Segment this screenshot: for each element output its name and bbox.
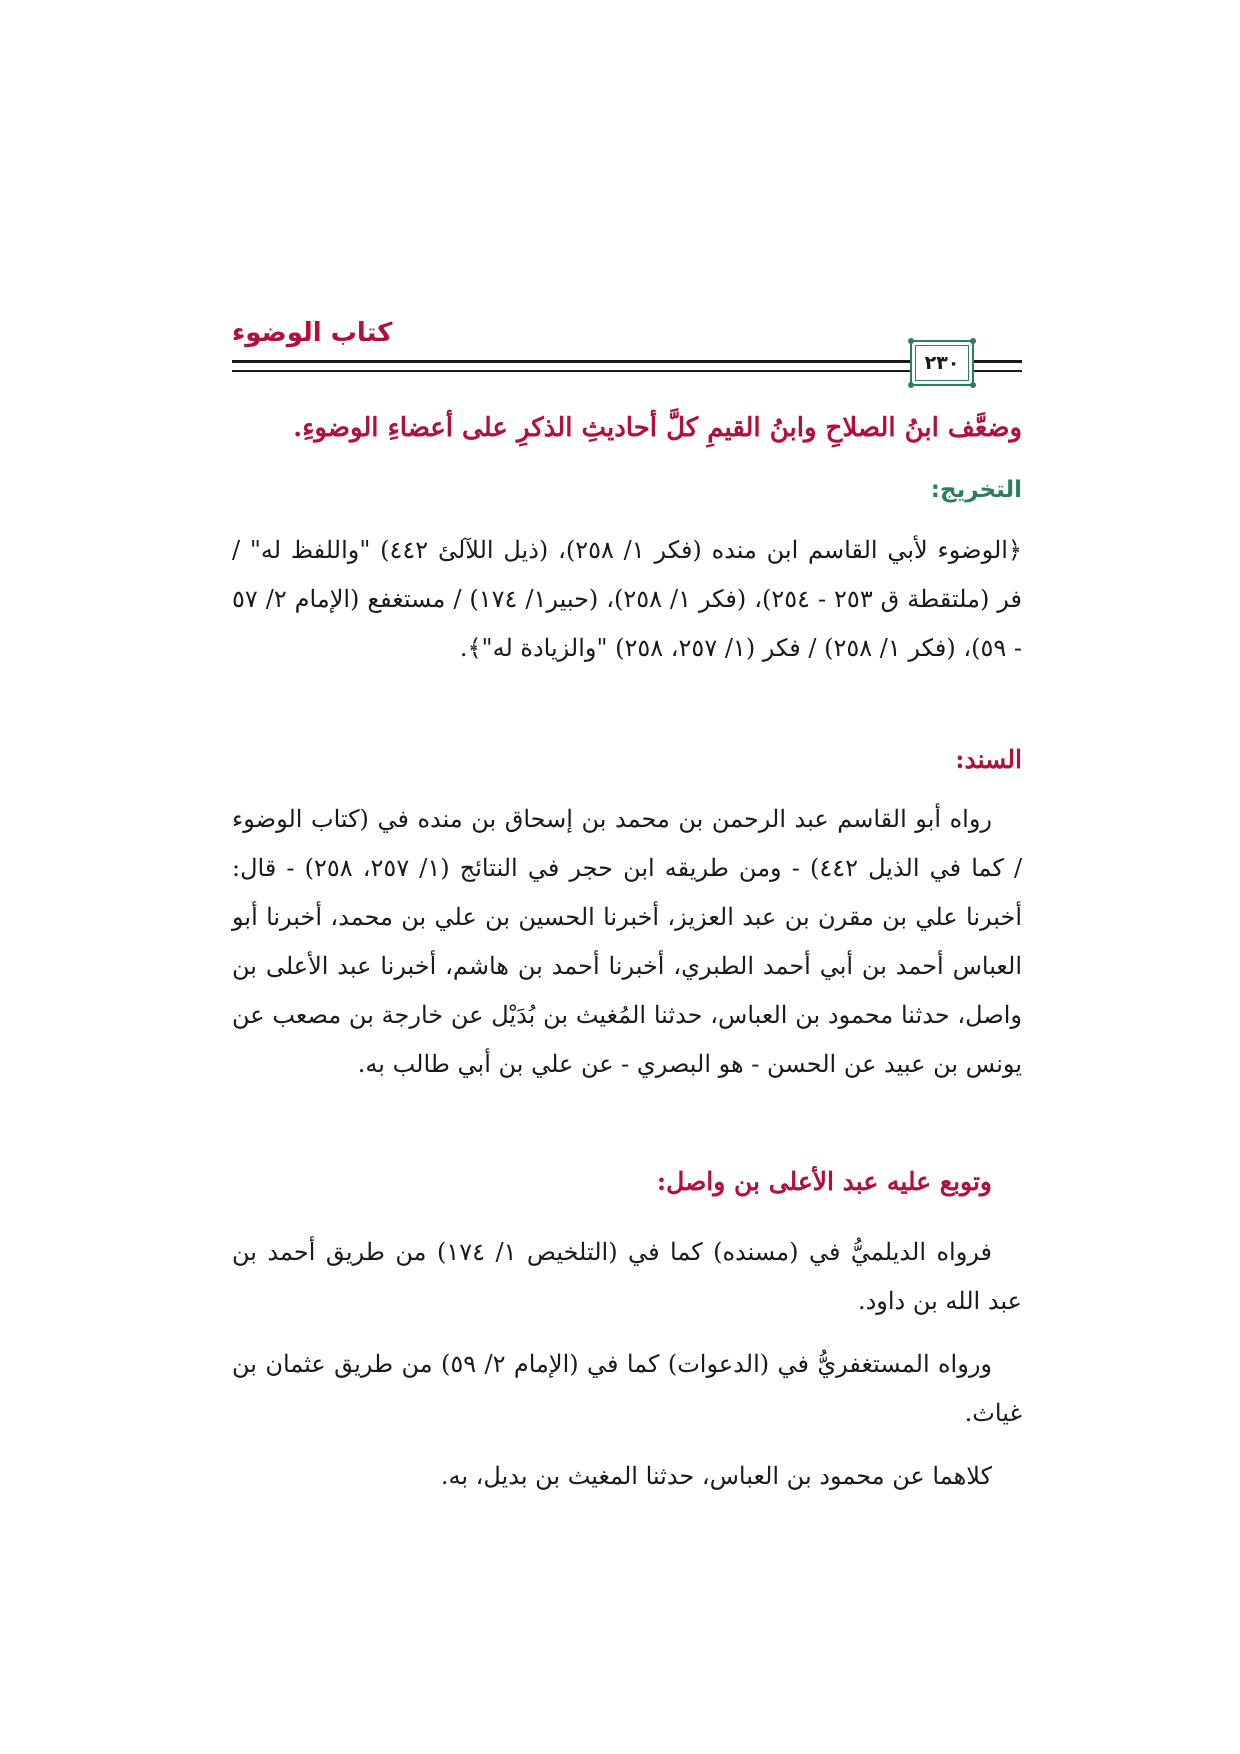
mutaba-heading: وتوبع عليه عبد الأعلى بن واصل: — [656, 1167, 992, 1196]
sanad-heading: السند: — [955, 745, 1022, 774]
takhrij-heading: التخريج: — [930, 477, 1022, 503]
badge-ornament — [970, 338, 976, 344]
header-rule-top — [232, 360, 1022, 363]
page-number-badge — [910, 340, 974, 386]
daylami-paragraph: فرواه الديلميُّ في (مسنده) كما في (التلخيص ١/ ١٧٤) من طريق أحمد بن عبد الله بن داود. — [232, 1238, 1022, 1315]
mustaghfiri-paragraph: ورواه المستغفريُّ في (الدعوات) كما في (الإمام ٢/ ٥٩) من طريق عثمان بن غياث. — [232, 1350, 1022, 1427]
sanad-paragraph: رواه أبو القاسم عبد الرحمن بن محمد بن إسحاق بن منده في (كتاب الوضوء / كما في الذيل ٤٤٢) - ومن طريقه ابن حجر في النتائج (١/ ٢٥٧، ٢٥٨) - قال: أخبرنا علي بن مقرن بن عبد العزيز، أخبرنا الحسين بن علي بن محمد، أخبرنا أبو العباس أحمد بن أبي أحمد الطبري، أخبرنا أحمد بن هاشم، أخبرنا عبد الأعلى بن واصل، حدثنا محمود بن العباس، حدثنا المُغيث بن بُدَيْل عن خارجة بن مصعب عن يونس بن عبيد عن الحسن - هو البصري - عن علي بن أبي طالب به. — [232, 805, 1023, 1078]
lead-sentence: وضعَّف ابنُ الصلاحِ وابنُ القيمِ كلَّ أحاديثِ الذكرِ على أعضاءِ الوضوءِ. — [293, 413, 1022, 443]
badge-ornament — [908, 382, 914, 388]
badge-ornament — [908, 338, 914, 344]
header-rule-end-top — [980, 360, 1012, 363]
running-title: كتاب الوضوء — [232, 318, 393, 348]
takhrij-paragraph: ﴿الوضوء لأبي القاسم ابن منده (فكر ١/ ٢٥٨)، (ذيل اللآلئ ٤٤٢) "واللفظ له" / فر (ملتقطة ق ٢٥٣ - ٢٥٤)، (فكر ١/ ٢٥٨)، (حبير١/ ١٧٤) / مستغفع (الإمام ٢/ ٥٧ - ٥٩)، (فكر ١/ ٢٥٨) / فكر (١/ ٢٥٧، ٢٥٨) "والزيادة له"﴾. — [232, 536, 1023, 662]
header-rule-end-bottom — [980, 370, 1012, 372]
page-number: ٢٣٠ — [915, 345, 969, 381]
header-rule-bottom — [232, 370, 1022, 372]
badge-ornament — [970, 382, 976, 388]
closing-paragraph: كلاهما عن محمود بن العباس، حدثنا المغيث بن بديل، به. — [440, 1462, 992, 1490]
